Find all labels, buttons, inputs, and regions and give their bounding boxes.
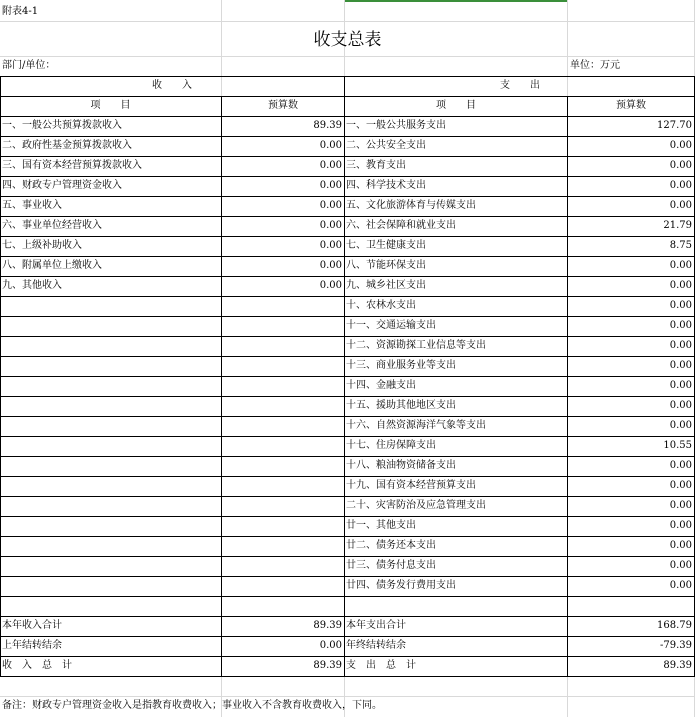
table-row: [0, 316, 695, 336]
expense-budget-header: 预算数: [616, 100, 646, 111]
income-value-cell: 89.39: [313, 120, 342, 131]
income-value-cell: [222, 376, 342, 396]
table-row: [0, 456, 695, 476]
expense-group-header: 支 出: [500, 80, 540, 91]
income-value-cell: [222, 476, 342, 496]
expense-item-cell: 六、社会保障和就业支出: [346, 220, 456, 231]
table-row: [0, 416, 695, 436]
expense-item-cell: 一、一般公共服务支出: [346, 120, 446, 131]
income-value-cell: 89.39: [313, 660, 342, 671]
income-value-cell: 0.00: [319, 280, 342, 291]
income-value-cell: [222, 356, 342, 376]
unit-label: 单位：万元: [570, 60, 620, 71]
income-item-cell: [2, 296, 220, 316]
expense-item-cell: 廿三、债务付息支出: [346, 560, 436, 571]
expense-value-cell: 0.00: [669, 320, 692, 331]
expense-item-cell: 十八、粮油物资储备支出: [346, 460, 456, 471]
income-item-cell: 六、事业单位经营收入: [2, 220, 102, 231]
income-value-cell: [222, 296, 342, 316]
expense-value-cell: 0.00: [669, 460, 692, 471]
income-item-cell: [2, 336, 220, 356]
expense-item-cell: 十、农林水支出: [346, 300, 416, 311]
table-row: [0, 336, 695, 356]
income-item-cell: [2, 356, 220, 376]
income-item-cell: 九、其他收入: [2, 280, 62, 291]
expense-value-cell: 0.00: [669, 560, 692, 571]
table-row: [0, 396, 695, 416]
page-title: 收支总表: [313, 30, 382, 50]
income-item-cell: [2, 576, 220, 596]
expense-value-cell: 0.00: [669, 260, 692, 271]
income-item-cell: [2, 436, 220, 456]
table-row: [0, 556, 695, 576]
income-value-cell: [222, 496, 342, 516]
expense-value-cell: 0.00: [669, 160, 692, 171]
expense-item-cell: 九、城乡社区支出: [346, 280, 426, 291]
expense-value-cell: 127.70: [657, 120, 692, 131]
expense-value-cell: 0.00: [669, 520, 692, 531]
income-value-cell: 0.00: [319, 240, 342, 251]
income-item-cell: 收 入 总 计: [2, 660, 72, 671]
income-item-cell: 五、事业收入: [2, 200, 62, 211]
expense-value-cell: [568, 596, 692, 616]
table-row: [0, 216, 695, 236]
table-row: [0, 656, 695, 676]
table-row: [0, 156, 695, 176]
income-item-cell: [2, 396, 220, 416]
table-row: [0, 636, 695, 656]
table-row: [0, 616, 695, 636]
income-value-cell: [222, 316, 342, 336]
income-value-cell: 0.00: [319, 640, 342, 651]
table-row: [0, 236, 695, 256]
expense-item-cell: 十四、金融支出: [346, 380, 416, 391]
table-row: [0, 296, 695, 316]
income-group-header: 收 入: [152, 80, 192, 91]
income-value-cell: [222, 516, 342, 536]
expense-item-cell: 十九、国有资本经营预算支出: [346, 480, 476, 491]
income-item-cell: [2, 496, 220, 516]
income-item-cell: [2, 376, 220, 396]
income-item-cell: [2, 556, 220, 576]
expense-value-cell: 0.00: [669, 200, 692, 211]
income-item-cell: 一、一般公共预算拨款收入: [2, 120, 122, 131]
expense-item-cell: 十一、交通运输支出: [346, 320, 436, 331]
income-item-cell: 二、政府性基金预算拨款收入: [2, 140, 132, 151]
income-item-cell: 本年收入合计: [2, 620, 62, 631]
income-item-cell: 上年结转结余: [2, 640, 62, 651]
table-row: [0, 256, 695, 276]
income-value-cell: [222, 436, 342, 456]
group-header-row: [0, 76, 695, 96]
expense-value-cell: 0.00: [669, 280, 692, 291]
income-value-cell: [222, 416, 342, 436]
expense-item-cell: 十七、住房保障支出: [346, 440, 436, 451]
income-item-cell: 四、财政专户管理资金收入: [2, 180, 122, 191]
income-value-cell: 0.00: [319, 160, 342, 171]
footnote: 备注：财政专户管理资金收入是指教育收费收入；事业收入不含教育收费收入，下同。: [2, 700, 382, 711]
table-row: [0, 436, 695, 456]
table-row: [0, 196, 695, 216]
income-value-cell: 0.00: [319, 200, 342, 211]
expense-value-cell: 0.00: [669, 380, 692, 391]
income-item-cell: [2, 416, 220, 436]
column-header-row: [0, 96, 695, 116]
expense-value-cell: -79.39: [659, 640, 692, 651]
table-row: [0, 176, 695, 196]
income-value-cell: [222, 396, 342, 416]
table-bottom-border: [0, 676, 695, 677]
income-value-cell: [222, 576, 342, 596]
expense-value-cell: 8.75: [669, 240, 692, 251]
table-row: [0, 496, 695, 516]
table-row: [0, 356, 695, 376]
table-row: [0, 476, 695, 496]
income-item-cell: [2, 316, 220, 336]
table-row: [0, 576, 695, 596]
income-budget-header: 预算数: [268, 100, 298, 111]
expense-item-cell: 二十、灾害防治及应急管理支出: [346, 500, 486, 511]
expense-item-cell: 年终结转结余: [346, 640, 406, 651]
income-item-cell: [2, 596, 220, 616]
expense-item-cell: 二、公共安全支出: [346, 140, 426, 151]
expense-value-cell: 0.00: [669, 420, 692, 431]
income-item-cell: 八、附属单位上缴收入: [2, 260, 102, 271]
table-row: [0, 376, 695, 396]
expense-item-cell: 三、教育支出: [346, 160, 406, 171]
appendix-label: 附表4-1: [2, 6, 39, 17]
income-item-cell: 三、国有资本经营预算拨款收入: [2, 160, 142, 171]
table-row: [0, 116, 695, 136]
income-item-cell: [2, 516, 220, 536]
table-row: [0, 276, 695, 296]
department-label: 部门/单位：: [2, 60, 56, 71]
table-row: [0, 596, 695, 616]
expense-value-cell: 0.00: [669, 540, 692, 551]
income-value-cell: [222, 556, 342, 576]
selected-cell-indicator: [345, 0, 567, 2]
expense-value-cell: 0.00: [669, 140, 692, 151]
income-value-cell: 89.39: [313, 620, 342, 631]
expense-value-cell: 0.00: [669, 400, 692, 411]
table-row: [0, 136, 695, 156]
expense-value-cell: 0.00: [669, 480, 692, 491]
expense-item-cell: 十二、资源勘探工业信息等支出: [346, 340, 486, 351]
expense-item-cell: 五、文化旅游体育与传媒支出: [346, 200, 476, 211]
expense-value-cell: 0.00: [669, 180, 692, 191]
expense-item-cell: 廿二、债务还本支出: [346, 540, 436, 551]
income-value-cell: [222, 336, 342, 356]
expense-item-cell: 廿一、其他支出: [346, 520, 416, 531]
expense-item-cell: 十三、商业服务业等支出: [346, 360, 456, 371]
income-value-cell: [222, 456, 342, 476]
income-item-cell: 七、上级补助收入: [2, 240, 82, 251]
expense-value-cell: 0.00: [669, 580, 692, 591]
expense-item-cell: 十五、援助其他地区支出: [346, 400, 456, 411]
expense-value-cell: 0.00: [669, 360, 692, 371]
expense-item-header: 项 目: [436, 100, 476, 111]
expense-item-cell: 廿四、债务发行费用支出: [346, 580, 456, 591]
table-row: [0, 536, 695, 556]
income-value-cell: [222, 536, 342, 556]
income-value-cell: 0.00: [319, 140, 342, 151]
income-value-cell: 0.00: [319, 220, 342, 231]
income-value-cell: [222, 596, 342, 616]
expense-item-cell: 支 出 总 计: [346, 660, 416, 671]
expense-item-cell: 八、节能环保支出: [346, 260, 426, 271]
income-item-header: 项 目: [90, 100, 131, 111]
expense-item-cell: 本年支出合计: [346, 620, 406, 631]
expense-item-cell: 七、卫生健康支出: [346, 240, 426, 251]
expense-value-cell: 21.79: [663, 220, 692, 231]
expense-value-cell: 0.00: [669, 340, 692, 351]
expense-value-cell: 0.00: [669, 300, 692, 311]
income-value-cell: 0.00: [319, 260, 342, 271]
expense-value-cell: 0.00: [669, 500, 692, 511]
expense-value-cell: 89.39: [663, 660, 692, 671]
income-value-cell: 0.00: [319, 180, 342, 191]
expense-value-cell: 168.79: [657, 620, 692, 631]
expense-item-cell: [346, 596, 566, 616]
table-row: [0, 516, 695, 536]
income-item-cell: [2, 456, 220, 476]
expense-item-cell: 四、科学技术支出: [346, 180, 426, 191]
income-item-cell: [2, 476, 220, 496]
expense-item-cell: 十六、自然资源海洋气象等支出: [346, 420, 486, 431]
expense-value-cell: 10.55: [663, 440, 692, 451]
income-item-cell: [2, 536, 220, 556]
